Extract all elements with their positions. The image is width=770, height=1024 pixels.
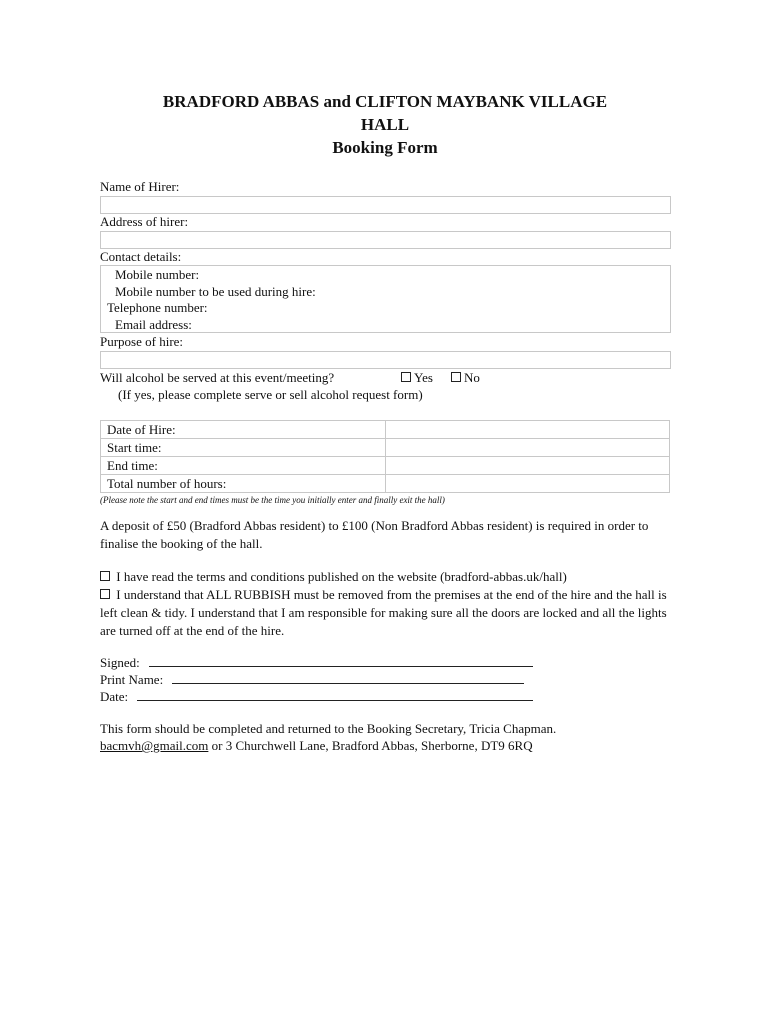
telephone-label: Telephone number:	[107, 300, 208, 315]
terms-checkbox[interactable]	[100, 571, 110, 581]
yes-label: Yes	[414, 370, 433, 385]
start-time-label: Start time:	[101, 439, 386, 457]
name-field[interactable]	[100, 196, 671, 214]
mobile-label: Mobile number:	[115, 267, 200, 282]
print-name-label: Print Name:	[100, 672, 164, 687]
mobile-hire-label: Mobile number to be used during hire:	[115, 284, 316, 299]
title-line-1: BRADFORD ABBAS and CLIFTON MAYBANK VILLAGE	[162, 92, 608, 111]
terms-item	[100, 568, 675, 586]
rubbish-item	[100, 586, 675, 640]
no-label: No	[464, 370, 480, 385]
table-row	[101, 421, 670, 439]
alcohol-no-option[interactable]	[451, 370, 480, 386]
date-row	[100, 688, 533, 705]
total-hours-field[interactable]	[386, 475, 670, 493]
times-note: (Please note the start and end times must be the time you initially enter and finally exit the hall)	[100, 495, 445, 505]
table-row	[101, 475, 670, 493]
total-hours-label: Total number of hours:	[101, 475, 386, 493]
rubbish-text: I understand that ALL RUBBISH must be removed from the premises at the end of the hire and the hall is left clean & tidy. I understand that I am responsible for making sure all the doors are locked and all the lights are turned off at the end of the hire.	[100, 587, 667, 638]
no-checkbox[interactable]	[451, 372, 461, 382]
address-label: Address of hirer:	[100, 214, 189, 229]
print-name-line[interactable]	[172, 671, 524, 684]
title-line-2: HALL	[360, 115, 410, 134]
table-row	[101, 439, 670, 457]
date-of-hire-field[interactable]	[386, 421, 670, 439]
address-field[interactable]	[100, 231, 671, 249]
signed-row	[100, 654, 533, 671]
end-time-field[interactable]	[386, 457, 670, 475]
purpose-field[interactable]	[100, 351, 671, 369]
purpose-label: Purpose of hire:	[100, 334, 184, 349]
hire-details-table	[100, 420, 670, 493]
signed-label: Signed:	[100, 655, 140, 670]
date-label: Date:	[100, 689, 129, 704]
contact-email-link[interactable]: bacmvh@gmail.com	[100, 738, 209, 753]
alcohol-question: Will alcohol be served at this event/meeting?	[100, 370, 335, 385]
alcohol-note: (If yes, please complete serve or sell alcohol request form)	[118, 387, 423, 402]
title-line-3: Booking Form	[332, 138, 438, 157]
email-label: Email address:	[115, 317, 192, 332]
form-title	[100, 90, 670, 159]
print-name-row	[100, 671, 524, 688]
yes-checkbox[interactable]	[401, 372, 411, 382]
return-text: This form should be completed and returned to the Booking Secretary, Tricia Chapman.	[100, 721, 557, 736]
end-time-label: End time:	[101, 457, 386, 475]
rubbish-checkbox[interactable]	[100, 589, 110, 599]
alcohol-yes-option[interactable]	[401, 370, 433, 386]
terms-text: I have read the terms and conditions published on the website (bradford-abbas.uk/hall)	[116, 569, 567, 584]
date-of-hire-label: Date of Hire:	[101, 421, 386, 439]
date-line[interactable]	[137, 688, 533, 701]
start-time-field[interactable]	[386, 439, 670, 457]
contact-label: Contact details:	[100, 249, 182, 264]
signed-line[interactable]	[149, 654, 533, 667]
return-contact	[100, 738, 533, 754]
name-label: Name of Hirer:	[100, 179, 180, 194]
contact-address: or 3 Churchwell Lane, Bradford Abbas, Sherborne, DT9 6RQ	[208, 738, 533, 753]
table-row	[101, 457, 670, 475]
deposit-text: A deposit of £50 (Bradford Abbas resident) to £100 (Non Bradford Abbas resident) is required in order to finalise the booking of the hall.	[100, 518, 649, 551]
